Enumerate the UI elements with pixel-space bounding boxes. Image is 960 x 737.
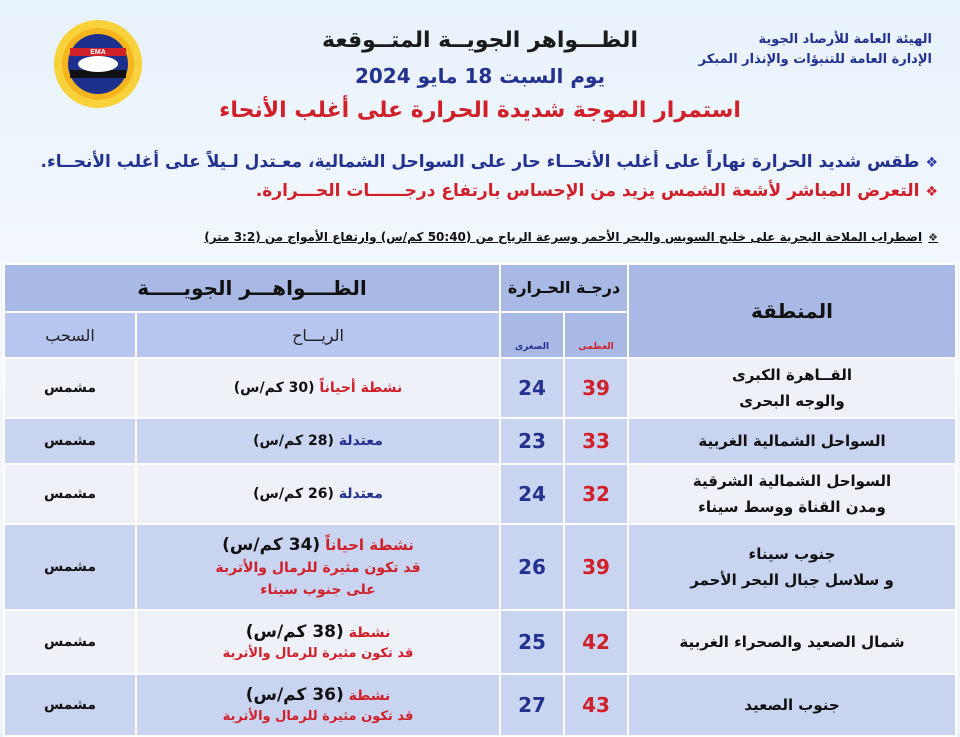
wind-label: معتدلة bbox=[338, 486, 383, 502]
clouds-header: السحب bbox=[4, 312, 136, 358]
wind-speed: (30 كم/س) bbox=[233, 380, 315, 396]
max-temp-cell: 33 bbox=[564, 418, 628, 464]
max-temp-cell: 42 bbox=[564, 610, 628, 674]
wind-cell bbox=[136, 464, 500, 524]
region-cell bbox=[628, 524, 956, 610]
wind-label: نشطة bbox=[348, 624, 391, 641]
region-name: جنوب الصعيد bbox=[744, 696, 840, 714]
temp-header bbox=[500, 264, 628, 312]
bullet-1-text: طقس شديد الحرارة نهاراً على أغلب الأنحــاء حار على السواحل الشمالية، معـتدل لـيلاً على أغلب الأنحــاء. bbox=[40, 152, 920, 172]
wind-note: قد تكون مثيرة للرمال والأتربة bbox=[222, 708, 414, 724]
forecast-date: يوم السبت 18 مايو 2024 bbox=[354, 64, 606, 88]
wind-label: نشطة bbox=[348, 687, 391, 704]
region-cell bbox=[628, 464, 956, 524]
max-temp-header bbox=[564, 312, 628, 358]
bullet-2 bbox=[38, 177, 938, 206]
ema-logo bbox=[52, 18, 144, 110]
clouds-cell: مشمس bbox=[4, 418, 136, 464]
org-line-2: الإدارة العامة للتنبؤات والإنذار المبكر bbox=[698, 52, 932, 67]
diamond-bullet-icon: ❖ bbox=[925, 184, 938, 200]
wind-header: الريـــاح bbox=[136, 312, 500, 358]
organization-name bbox=[672, 30, 932, 70]
min-temp-header bbox=[500, 312, 564, 358]
max-temp-cell: 39 bbox=[564, 358, 628, 418]
clouds-cell: مشمس bbox=[4, 464, 136, 524]
table-row bbox=[4, 610, 956, 674]
wind-label: نشطة احياناً bbox=[325, 535, 414, 554]
wind-label: معتدلة bbox=[338, 433, 383, 449]
table-row bbox=[4, 464, 956, 524]
table-row bbox=[4, 524, 956, 610]
wind-cell bbox=[136, 610, 500, 674]
wind-cell bbox=[136, 418, 500, 464]
bullet-1 bbox=[38, 148, 938, 177]
page-title: الظـــواهر الجويــة المتــوقعة bbox=[321, 28, 638, 53]
clouds-cell: مشمس bbox=[4, 674, 136, 736]
region-cell bbox=[628, 674, 956, 736]
region-header: المنطقة bbox=[628, 264, 956, 358]
min-temp-cell: 27 bbox=[500, 674, 564, 736]
forecast-table bbox=[3, 263, 957, 737]
wind-speed: (26 كم/س) bbox=[253, 486, 334, 502]
temp-header-label: درجـة الحـرارة bbox=[507, 278, 621, 297]
region-name-line2: والوجه البحرى bbox=[739, 392, 845, 410]
region-name-line2: و سلاسل جبال البحر الأحمر bbox=[690, 571, 894, 589]
region-name: القــاهرة الكبرى bbox=[732, 366, 852, 384]
min-temp-cell: 23 bbox=[500, 418, 564, 464]
max-label: العظمى bbox=[578, 342, 614, 352]
table-row bbox=[4, 358, 956, 418]
region-name: السواحل الشمالية الشرقية bbox=[692, 472, 892, 490]
table-row bbox=[4, 674, 956, 736]
bullet-list bbox=[38, 148, 938, 206]
max-temp-cell: 43 bbox=[564, 674, 628, 736]
bullet-2-text: التعرض المباشر لأشعة الشمس يزيد من الإحساس بارتفاع درجــــــات الحـــرارة. bbox=[255, 181, 920, 201]
wind-speed: (28 كم/س) bbox=[253, 433, 334, 449]
wind-speed: (38 كم/س) bbox=[245, 621, 344, 642]
diamond-bullet-icon: ❖ bbox=[925, 155, 938, 171]
region-name: جنوب سيناء bbox=[748, 545, 836, 563]
region-cell bbox=[628, 418, 956, 464]
min-label: الصغرى bbox=[514, 342, 550, 352]
clouds-cell: مشمس bbox=[4, 358, 136, 418]
region-cell bbox=[628, 358, 956, 418]
wind-speed: (36 كم/س) bbox=[245, 684, 344, 705]
bullet-3-text: اضطراب الملاحة البحرية على خليج السويس والبحر الأحمر وسرعة الرياح من (50:40 كم/س) وارتفاع الأمواج من (3:2 متر) bbox=[204, 230, 923, 244]
wind-cell bbox=[136, 524, 500, 610]
min-temp-cell: 25 bbox=[500, 610, 564, 674]
wind-note: قد تكون مثيرة للرمال والأتربة bbox=[222, 645, 414, 661]
headline: استمرار الموجة شديدة الحرارة على أغلب الأنحاء bbox=[219, 98, 741, 123]
min-temp-cell: 26 bbox=[500, 524, 564, 610]
region-name-line2: ومدن القناة ووسط سيناء bbox=[698, 498, 886, 516]
bullet-3 bbox=[204, 230, 938, 244]
min-temp-cell: 24 bbox=[500, 464, 564, 524]
wind-cell bbox=[136, 674, 500, 736]
clouds-cell: مشمس bbox=[4, 610, 136, 674]
phenomena-header: الظــــواهـــر الجويـــــة bbox=[4, 264, 500, 312]
diamond-bullet-icon: ❖ bbox=[928, 231, 938, 244]
clouds-cell: مشمس bbox=[4, 524, 136, 610]
wind-cell bbox=[136, 358, 500, 418]
wind-label: نشطة أحياناً bbox=[319, 380, 403, 396]
region-cell bbox=[628, 610, 956, 674]
wind-note-2: على جنوب سيناء bbox=[260, 581, 376, 598]
logo-text: EMA bbox=[90, 49, 106, 56]
wind-note: قد تكون مثيرة للرمال والأتربة bbox=[215, 559, 421, 576]
region-name: شمال الصعيد والصحراء الغربية bbox=[679, 633, 905, 651]
org-line-1: الهيئة العامة للأرصاد الجوية bbox=[758, 32, 932, 47]
max-temp-cell: 39 bbox=[564, 524, 628, 610]
max-temp-cell: 32 bbox=[564, 464, 628, 524]
wind-speed: (34 كم/س) bbox=[222, 534, 321, 555]
table-row bbox=[4, 418, 956, 464]
region-name: السواحل الشمالية الغربية bbox=[698, 432, 886, 450]
min-temp-cell: 24 bbox=[500, 358, 564, 418]
